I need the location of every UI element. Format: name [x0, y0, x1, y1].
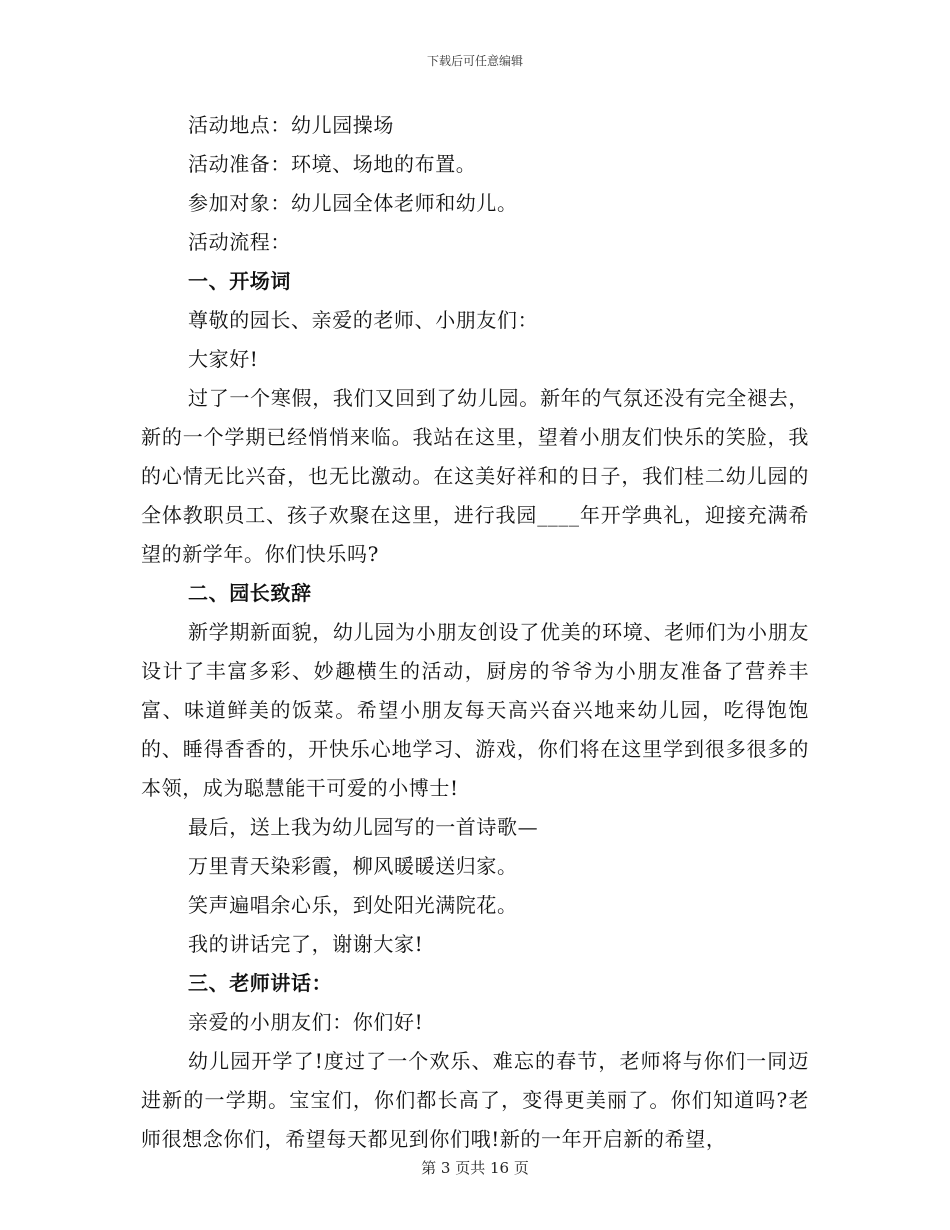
- activity-location: 活动地点：幼儿园操场: [188, 113, 394, 137]
- section-heading-opening: 一、开场词: [188, 269, 291, 293]
- activity-flow-label: 活动流程：: [188, 230, 291, 254]
- poem-line-2: 笑声遍唱余心乐，到处阳光满院花。: [188, 893, 518, 917]
- activity-participants: 参加对象：幼儿园全体老师和幼儿。: [188, 191, 518, 215]
- poem-intro: 最后，送上我为幼儿园写的一首诗歌—: [188, 815, 539, 839]
- document-body: [141, 106, 809, 1159]
- page-number: 第 3 页共 16 页: [421, 1159, 529, 1177]
- section-heading-teacher-speech: 三、老师讲话：: [188, 971, 333, 995]
- teacher-paragraph: 幼儿园开学了!度过了一个欢乐、难忘的春节，老师将与你们一同迈进新的一学期。宝宝们，你们都长高了，变得更美丽了。你们知道吗?老师很想念你们，希望每天都见到你们哦!新的一年开启新的希望，: [141, 1049, 809, 1151]
- opening-hello: 大家好!: [188, 347, 259, 371]
- principal-closing: 我的讲话完了，谢谢大家!: [188, 932, 424, 956]
- opening-greeting: 尊敬的园长、亲爱的老师、小朋友们：: [188, 308, 539, 332]
- principal-paragraph: 新学期新面貌，幼儿园为小朋友创设了优美的环境、老师们为小朋友设计了丰富多彩、妙趣横生的活动，厨房的爷爷为小朋友准备了营养丰富、味道鲜美的饭菜。希望小朋友每天高兴奋兴地来幼儿园，吃得饱饱的、睡得香香的，开快乐心地学习、游戏，你们将在这里学到很多很多的本领，成为聪慧能干可爱的小博士!: [141, 620, 809, 800]
- poem-line-1: 万里青天染彩霞，柳风暖暖送归家。: [188, 854, 518, 878]
- section-heading-principal-speech: 二、园长致辞: [188, 581, 312, 605]
- teacher-greeting: 亲爱的小朋友们：你们好!: [188, 1010, 424, 1034]
- activity-preparation: 活动准备：环境、场地的布置。: [188, 152, 477, 176]
- opening-paragraph: 过了一个寒假，我们又回到了幼儿园。新年的气氛还没有完全褪去，新的一个学期已经悄悄来临。我站在这里，望着小朋友们快乐的笑脸，我的心情无比兴奋，也无比激动。在这美好祥和的日子，我们桂二幼儿园的全体教职员工、孩子欢聚在这里，进行我园____年开学典礼，迎接充满希望的新学年。你们快乐吗?: [141, 386, 809, 566]
- page-header: 下载后可任意编辑: [426, 54, 523, 68]
